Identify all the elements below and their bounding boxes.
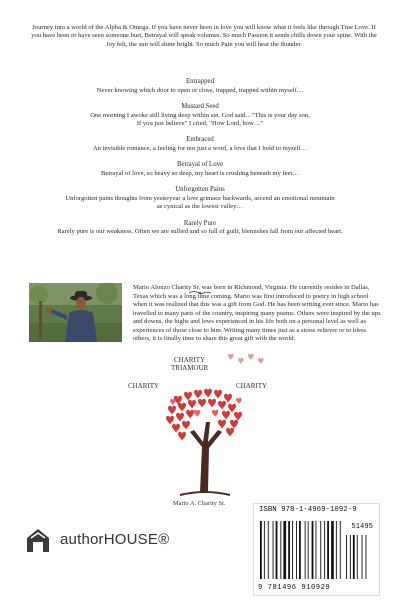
poem-entry xyxy=(20,186,380,211)
price-code: 51495 xyxy=(351,523,373,531)
poem-entry xyxy=(20,220,380,237)
art-label-right: CHARITY xyxy=(236,382,268,390)
poem-line: as cynical as the lowest valley… xyxy=(156,203,244,211)
poem-line: One morning I awoke still living deep within sin. God said…"This is your day son, xyxy=(90,111,310,119)
art-label-triamour: TRIAMOUR xyxy=(171,364,209,372)
barcode-digits: 9 781496 910929 xyxy=(258,584,331,592)
poem-title: Entrapped xyxy=(186,78,214,85)
author-bio: Mario Alonzo Charity Sr. was born in Richmond, Virginia. He currently resides in Dallas, Texas which was a long time coming. Mario was first introduced to poetry in high school when it was realized that this was a gift from God. He has been writing ever since. Mario has travelled to many parts of the country, inspiring many poems. Others were inspired by the ups and downs, the highs and lows experienced in his life both on a personal level as well as experiences of those close to him. Writing many times just as a stress reliever or to bless others, it is finally time to share this great gift with the world. xyxy=(133,284,381,342)
poem-entry xyxy=(20,78,380,95)
poem-line: Never knowing which door to open or close, trapped, trapped within myself… xyxy=(96,86,304,94)
publisher-logo xyxy=(24,526,184,556)
poem-line: Rarely pure is our weakness. Often we are sullied and so full of guilt, blemishes fall from our affected heart. xyxy=(57,228,343,236)
poem-line: An invisible romance, a feeling for not just a word, a love that I hold to myself… xyxy=(92,145,308,152)
poem-title: Embraced xyxy=(186,136,214,144)
poem-line: If you just believe" I cried, "How Lord, how…" xyxy=(136,120,264,127)
publisher-name: authorHOUSE® xyxy=(60,531,170,548)
art-label-left: CHARITY xyxy=(128,382,160,390)
publisher-logo-icon xyxy=(24,526,52,554)
author-photo xyxy=(29,283,122,342)
art-author-name: Mario A. Charity Sr. xyxy=(173,500,226,507)
poem-line: Unforgotten pains thoughts from yesteryear a love grimace backwards, ascend an emotional mountain xyxy=(65,195,335,202)
intro-paragraph: Journey into a world of the Alpha & Omega. If you have never been in love you will know what it feels like through True Love. If you have been or have seen someone hurt, Betrayal will speak volumes. So much Passion it sends chills down your spine. With the Joy felt, the sun will shine bright. So much Pain you will hear the thunder. xyxy=(31,24,377,48)
poem-title: Rarely Pure xyxy=(183,219,217,227)
isbn-label: ISBN 978-1-4969-1092-9 xyxy=(259,506,357,514)
poem-entry xyxy=(20,161,380,178)
art-label-top: CHARITY xyxy=(174,356,206,364)
poem-title: Mustard Seed xyxy=(181,103,219,110)
poem-line: Betrayal of love, so heavy so deep, my heart is crushing beneath my feet… xyxy=(101,170,299,177)
poem-title: Betrayal of Love xyxy=(176,161,224,169)
heart-tree-artwork xyxy=(110,352,300,512)
heart-tree-icon xyxy=(110,352,300,512)
poem-excerpts xyxy=(20,78,380,245)
poem-entry xyxy=(20,103,380,128)
isbn-barcode-block xyxy=(253,503,380,596)
poem-entry xyxy=(20,136,380,153)
poem-title: Unforgotten Pains xyxy=(175,186,225,194)
